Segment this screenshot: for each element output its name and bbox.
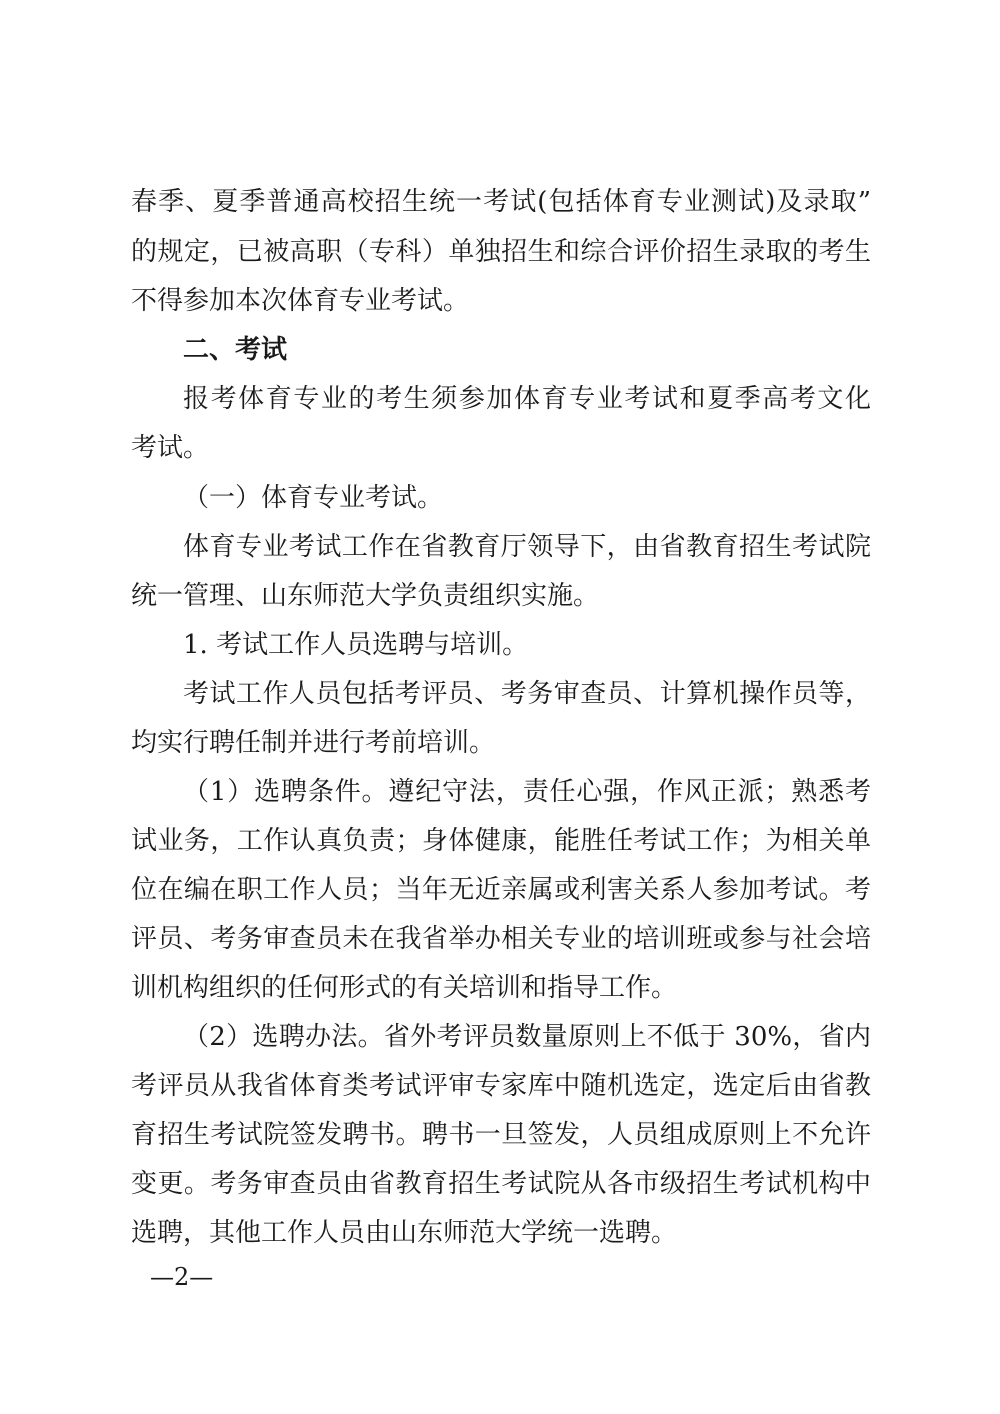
paragraph-line: 试业务，工作认真负责；身体健康，能胜任考试工作；为相关单 <box>131 826 871 856</box>
paragraph-line: 选聘，其他工作人员由山东师范大学统一选聘。 <box>131 1218 678 1248</box>
paragraph-line: 训机构组织的任何形式的有关培训和指导工作。 <box>131 973 678 1003</box>
paragraph-line: 考试。 <box>131 433 210 463</box>
item-heading: 1. 考试工作人员选聘与培训。 <box>183 630 529 660</box>
paragraph-line: （1）选聘条件。遵纪守法，责任心强，作风正派；熟悉考 <box>183 777 871 807</box>
subsection-heading: （一）体育专业考试。 <box>183 483 444 513</box>
paragraph-line: 春季、夏季普通高校招生统一考试(包括体育专业测试)及录取” <box>131 187 871 217</box>
paragraph-line: 体育专业考试工作在省教育厅领导下，由省教育招生考试院 <box>183 532 871 562</box>
paragraph-line: 统一管理、山东师范大学负责组织实施。 <box>131 581 600 611</box>
paragraph-line: 不得参加本次体育专业考试。 <box>131 286 470 316</box>
paragraph-line: 均实行聘任制并进行考前培训。 <box>131 728 496 758</box>
paragraph-line: 育招生考试院签发聘书。聘书一旦签发，人员组成原则上不允许 <box>131 1120 871 1150</box>
paragraph-line: 评员、考务审查员未在我省举办相关专业的培训班或参与社会培 <box>131 924 871 954</box>
page-number: —2— <box>150 1263 214 1291</box>
paragraph-line: 的规定，已被高职（专科）单独招生和综合评价招生录取的考生 <box>131 237 871 267</box>
paragraph-line: 位在编在职工作人员；当年无近亲属或利害关系人参加考试。考 <box>131 875 871 905</box>
section-heading: 二、考试 <box>183 335 288 365</box>
paragraph-line: 考评员从我省体育类考试评审专家库中随机选定，选定后由省教 <box>131 1071 871 1101</box>
paragraph-line: 变更。考务审查员由省教育招生考试院从各市级招生考试机构中 <box>131 1169 871 1199</box>
paragraph-line: 考试工作人员包括考评员、考务审查员、计算机操作员等， <box>183 679 871 709</box>
paragraph-line: （2）选聘办法。省外考评员数量原则上不低于 30%，省内 <box>183 1022 871 1052</box>
paragraph-line: 报考体育专业的考生须参加体育专业考试和夏季高考文化 <box>183 384 871 414</box>
